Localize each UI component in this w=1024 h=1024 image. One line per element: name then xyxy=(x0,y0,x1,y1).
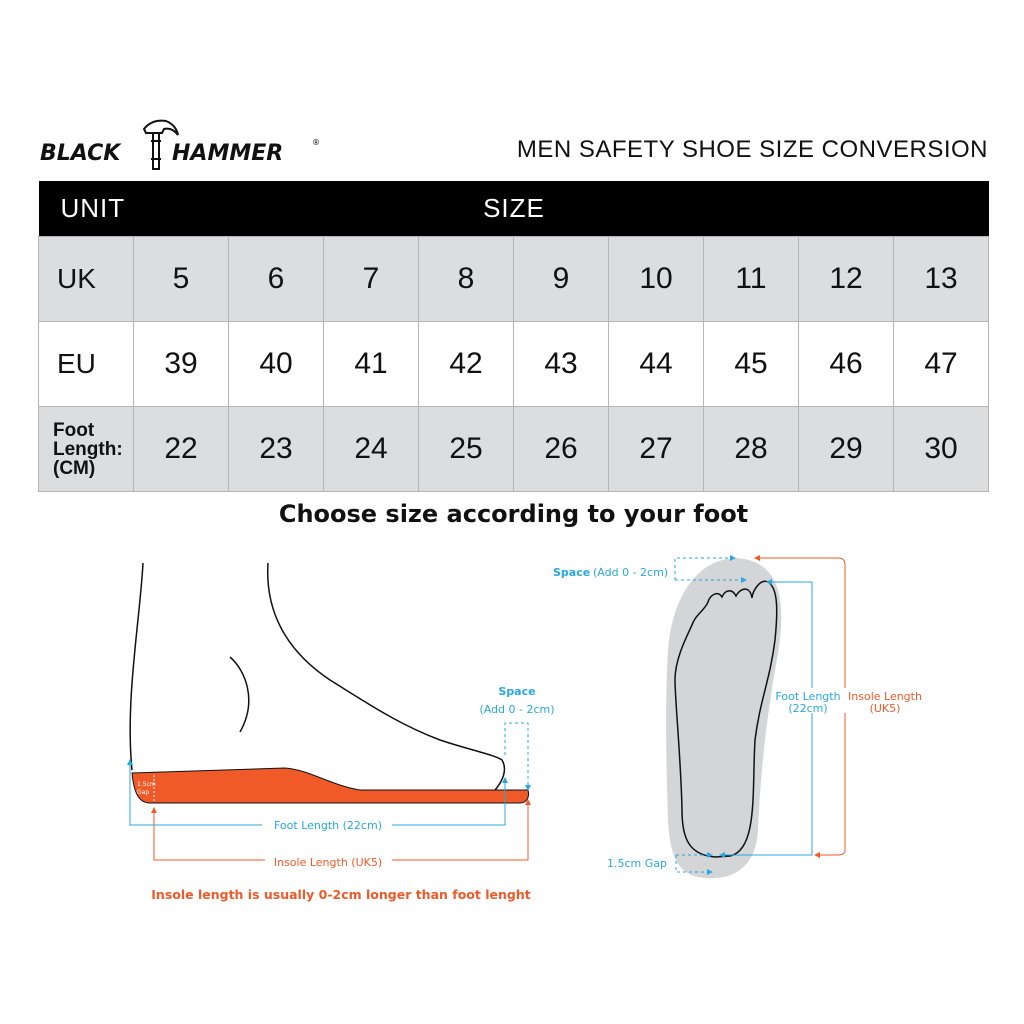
svg-text:Insole length is usually 0-2cm: Insole length is usually 0-2cm longer than foot lenght xyxy=(151,887,531,902)
svg-text:Space: Space xyxy=(498,685,536,698)
cell: 11 xyxy=(704,237,799,322)
cell: 44 xyxy=(609,322,704,407)
cell: 12 xyxy=(799,237,894,322)
cell: 23 xyxy=(229,407,324,492)
svg-text:1.5cm Gap: 1.5cm Gap xyxy=(607,857,668,870)
header-size: SIZE xyxy=(134,181,989,237)
svg-text:Foot Length (22cm): Foot Length (22cm) xyxy=(274,819,382,832)
cell: 22 xyxy=(134,407,229,492)
cell: 46 xyxy=(799,322,894,407)
svg-text:Space: Space xyxy=(553,566,591,579)
svg-text:(Add 0 - 2cm): (Add 0 - 2cm) xyxy=(479,703,555,716)
cell: 27 xyxy=(609,407,704,492)
cell: 5 xyxy=(134,237,229,322)
cell: 8 xyxy=(419,237,514,322)
page-title: MEN SAFETY SHOE SIZE CONVERSION xyxy=(516,136,988,163)
svg-text:BLACK: BLACK xyxy=(40,141,121,166)
foot-outline-side xyxy=(130,563,504,790)
svg-text:(22cm): (22cm) xyxy=(788,702,828,715)
cell: 43 xyxy=(514,322,609,407)
cell: 28 xyxy=(704,407,799,492)
side-foot-diagram xyxy=(130,563,555,902)
row-label-line: Length: xyxy=(53,438,123,460)
row-label: UK xyxy=(39,237,134,322)
top-foot-diagram xyxy=(553,558,922,878)
cell: 7 xyxy=(324,237,419,322)
cell: 13 xyxy=(894,237,989,322)
svg-text:Foot Length: Foot Length xyxy=(775,690,841,703)
cell: 41 xyxy=(324,322,419,407)
cell: 47 xyxy=(894,322,989,407)
insole-shape xyxy=(132,768,529,803)
svg-text:®: ® xyxy=(312,138,320,147)
cell: 39 xyxy=(134,322,229,407)
cell: 30 xyxy=(894,407,989,492)
row-label-line: Foot xyxy=(53,419,95,441)
cell: 10 xyxy=(609,237,704,322)
row-label-line: (CM) xyxy=(53,457,96,479)
cell: 40 xyxy=(229,322,324,407)
svg-text:Insole Length: Insole Length xyxy=(848,690,922,703)
cell: 25 xyxy=(419,407,514,492)
subtitle: Choose size according to your foot xyxy=(278,500,749,528)
cell: 26 xyxy=(514,407,609,492)
cell: 42 xyxy=(419,322,514,407)
svg-text:HAMMER: HAMMER xyxy=(172,141,284,166)
svg-text:Gap: Gap xyxy=(137,789,150,796)
cell: 6 xyxy=(229,237,324,322)
svg-text:1.5cm: 1.5cm xyxy=(137,781,156,788)
cell: 9 xyxy=(514,237,609,322)
svg-text:Insole Length (UK5): Insole Length (UK5) xyxy=(273,856,383,869)
row-label: EU xyxy=(39,322,134,407)
svg-text:(UK5): (UK5) xyxy=(869,702,901,715)
cell: 24 xyxy=(324,407,419,492)
cell: 29 xyxy=(799,407,894,492)
svg-text:(Add 0 - 2cm): (Add 0 - 2cm) xyxy=(593,566,669,579)
cell: 45 xyxy=(704,322,799,407)
header-unit: UNIT xyxy=(39,181,134,237)
